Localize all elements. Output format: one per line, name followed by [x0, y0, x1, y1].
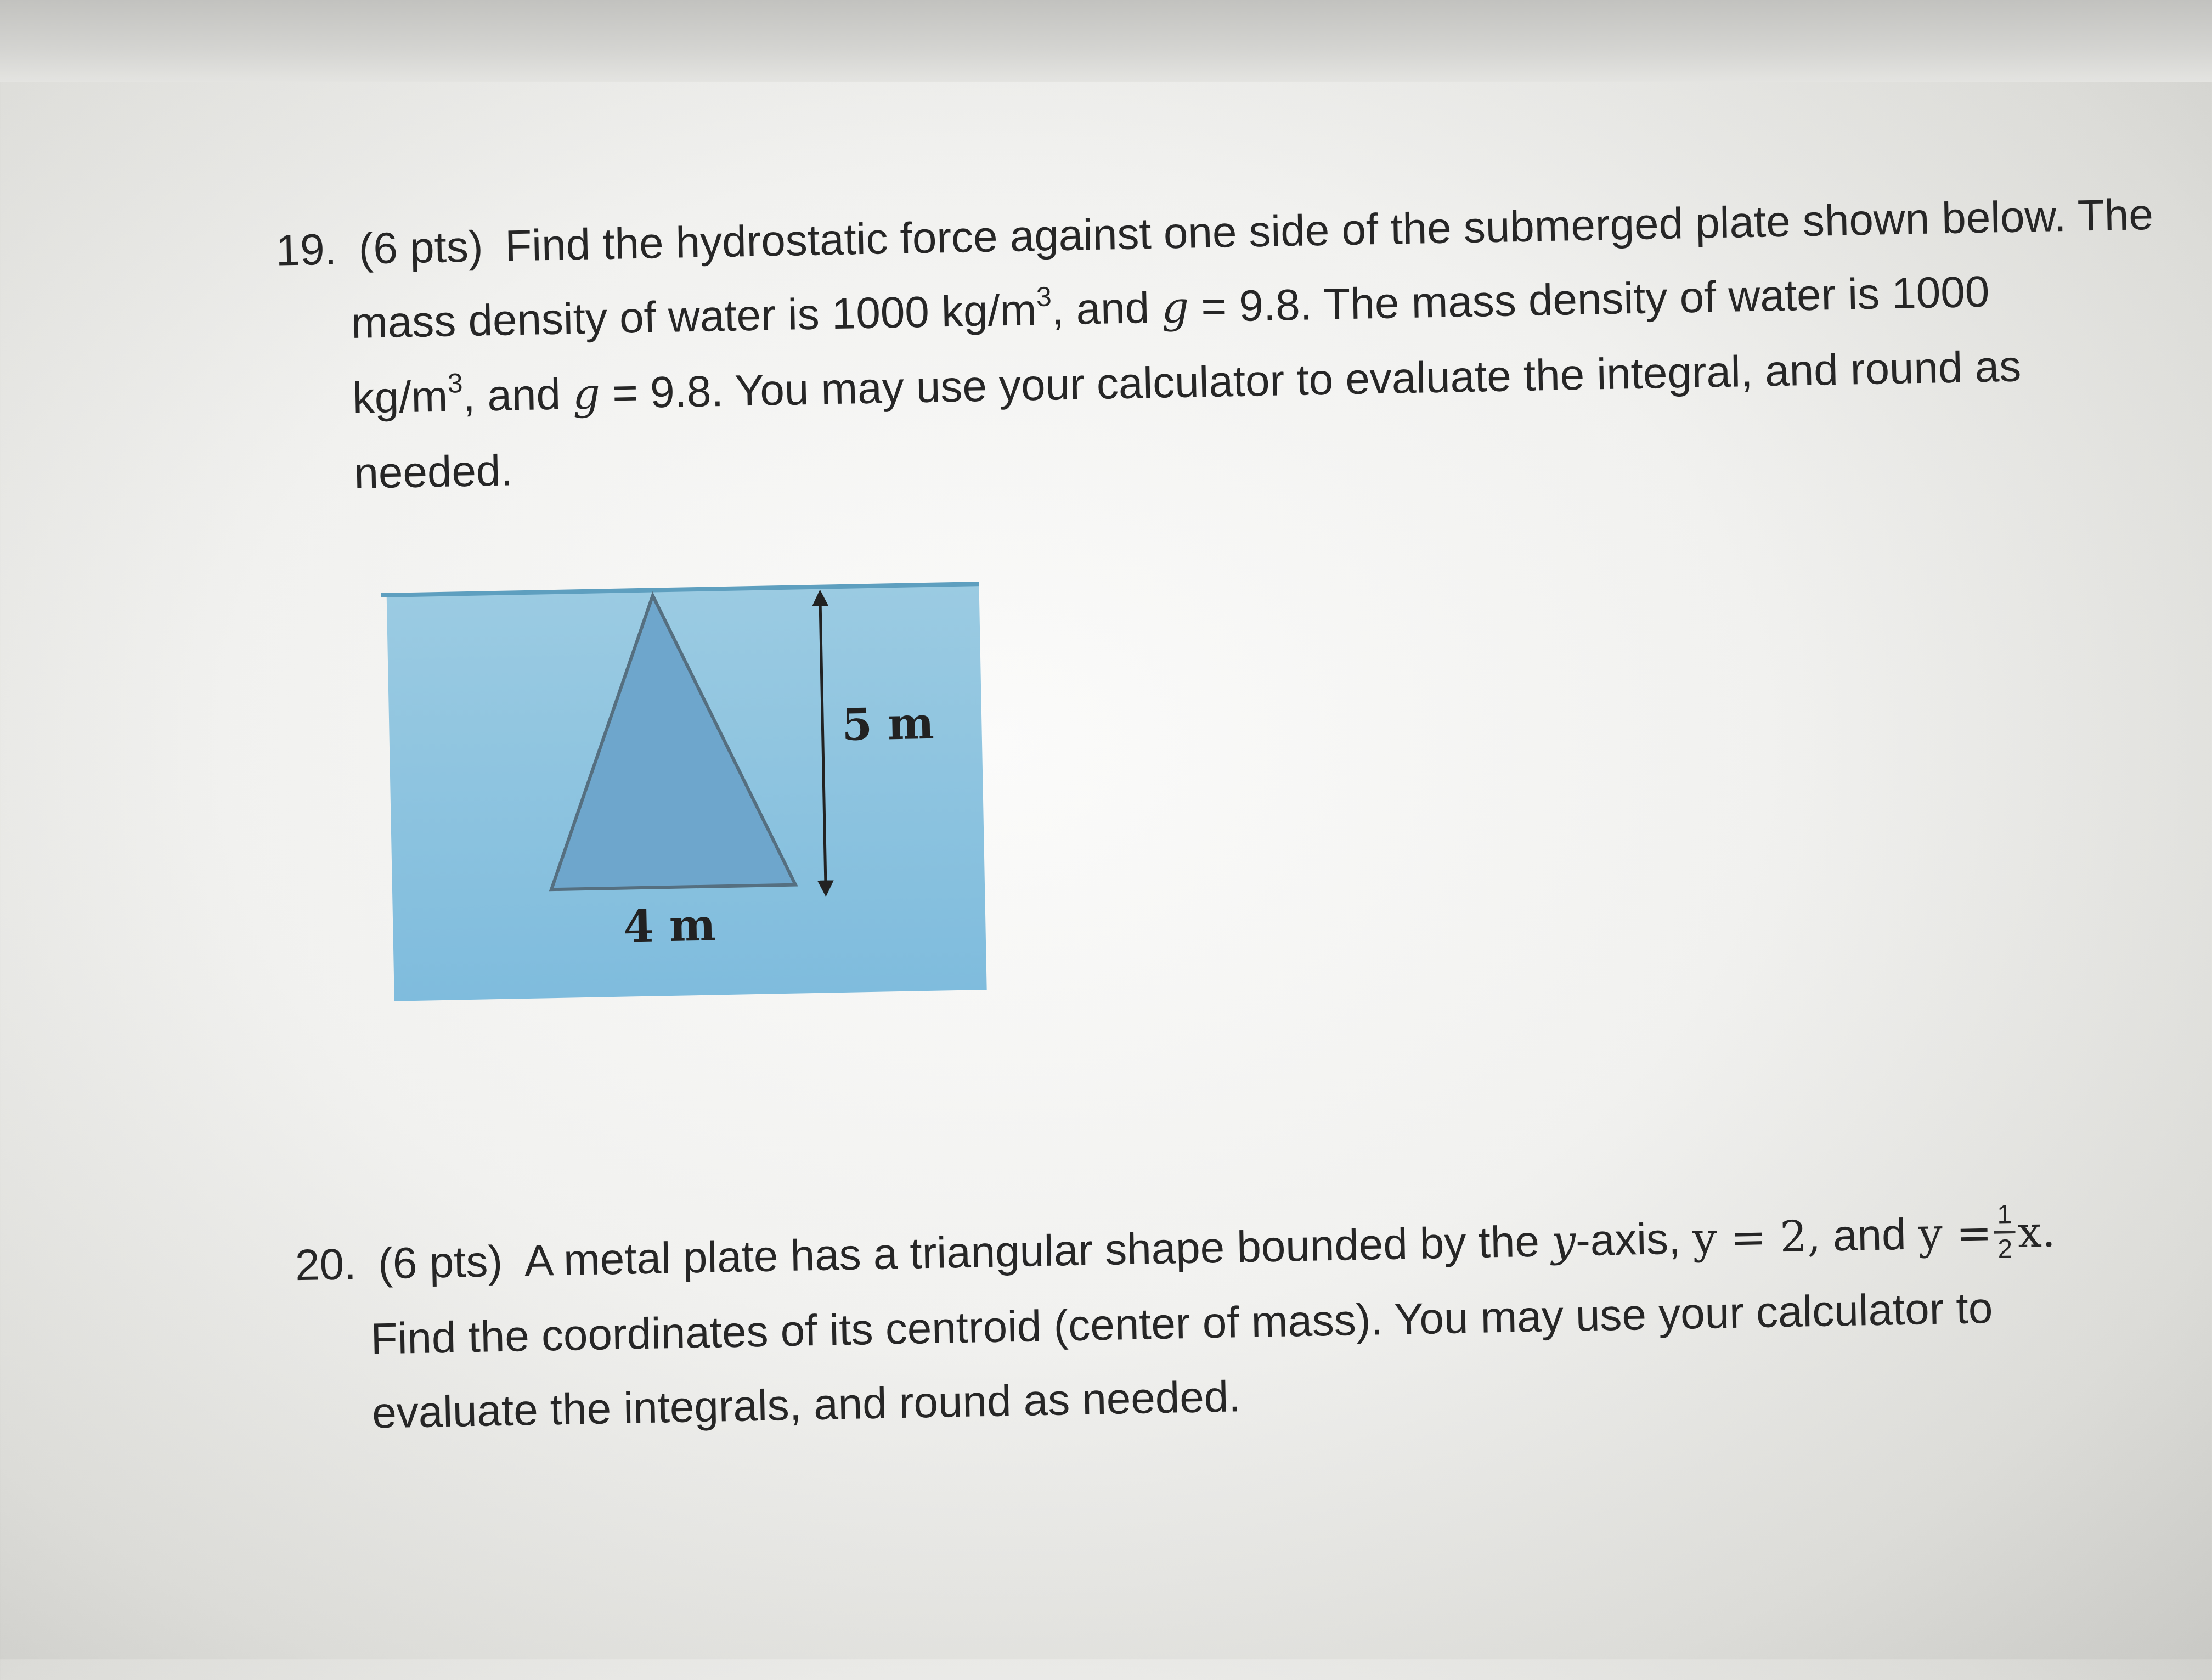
equation-x: x.: [2017, 1207, 2056, 1258]
problem-19-text-4: needed.: [353, 446, 514, 498]
superscript-3: 3: [1036, 281, 1052, 312]
problem-20-text-1b: -axis,: [1575, 1214, 1694, 1265]
variable-y: y: [1551, 1216, 1576, 1267]
problem-19-points: (6 pts): [358, 222, 484, 273]
fraction-one-half: [1994, 1199, 2016, 1266]
problem-20-text-3: evaluate the integrals, and round as needed.: [371, 1372, 1242, 1437]
problem-19-text-3c: = 9.8. You may use your calculator to evaluate the integral, and round as: [600, 341, 2022, 418]
variable-g: g: [572, 369, 601, 420]
problem-20: [295, 1192, 2164, 1451]
fraction-denominator: 2: [1997, 1234, 2013, 1265]
problem-20-text-1c: and: [1820, 1209, 1919, 1260]
problem-20-number: 20.: [295, 1239, 357, 1290]
problem-19-text-2b: , and: [1051, 283, 1163, 334]
height-label: 5 m: [841, 697, 935, 751]
submerged-plate-figure: [381, 578, 992, 1007]
problem-19-text-3b: , and: [462, 369, 573, 421]
base-label: 4 m: [623, 899, 716, 952]
problem-19: [275, 177, 2154, 511]
equation-y-equals-2: y = 2,: [1692, 1211, 1821, 1264]
equation-y-equals: y =: [1917, 1208, 1993, 1260]
variable-g: g: [1161, 283, 1190, 333]
problem-19-number: 19.: [275, 224, 337, 275]
problem-19-text-2c: = 9.8. The mass density of water is 1000: [1188, 267, 1990, 331]
fraction-numerator: 1: [1994, 1199, 2016, 1234]
problem-20-text-2: Find the coordinates of its centroid (center of mass). You may use your calculator to: [370, 1283, 1994, 1363]
document-page: [0, 61, 2212, 1680]
problem-19-text-3a: kg/m: [352, 371, 448, 422]
superscript-3: 3: [447, 368, 463, 399]
problem-20-text-1a: A metal plate has a triangular shape bounded by the: [524, 1216, 1552, 1286]
problem-19-text-2a: mass density of water is 1000 kg/m: [351, 285, 1037, 347]
problem-19-text-1: Find the hydrostatic force against one side of the submerged plate shown below. The: [504, 189, 2154, 270]
problem-20-points: (6 pts): [377, 1236, 503, 1288]
figure-svg: [381, 578, 992, 1007]
